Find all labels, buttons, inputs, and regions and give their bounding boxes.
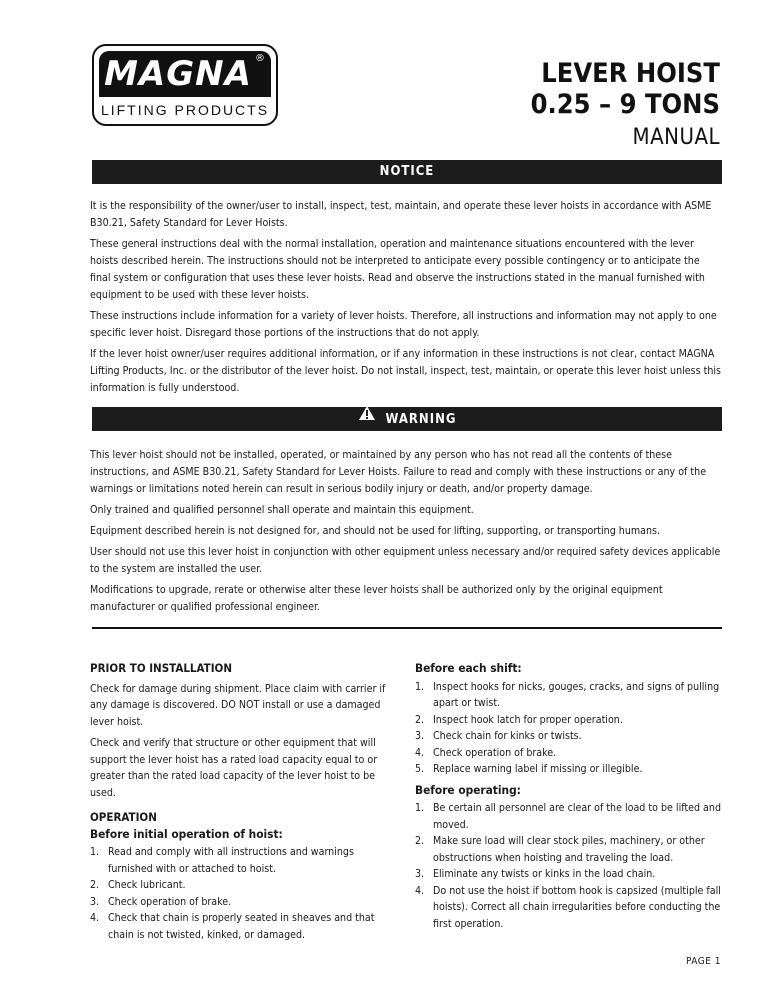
- warning-paragraph: Modifications to upgrade, rerate or otherwise alter these lever hoists shall be authorized only by the original equipment manufacturer or qualified professional engineer.: [90, 584, 663, 613]
- logo-wordmark: MAGNA: [104, 54, 252, 94]
- left-column: [90, 660, 390, 947]
- warning-paragraph: User should not use this lever hoist in conjunction with other equipment unless necessary and/or required safety devices applicable to the system are installed the user.: [90, 546, 721, 575]
- right-column: [415, 660, 725, 936]
- initial-operation-list: [90, 844, 390, 943]
- warning-paragraph: Equipment described herein is not designed for, and should not be used for lifting, supporting, or transporting humans.: [90, 525, 661, 537]
- list-item: 4. Check that chain is properly seated in sheaves and that chain is not twisted, kinked, or damaged.: [90, 912, 375, 941]
- warning-triangle-icon: [358, 405, 376, 430]
- before-shift-heading: Before each shift:: [415, 661, 522, 675]
- before-shift-list: [415, 679, 725, 778]
- registered-mark: ®: [255, 53, 265, 64]
- notice-paragraph: If the lever hoist owner/user requires additional information, or if any information in these instructions is not clear, contact MAGNA Lifting Products, Inc. or the distributor of the lever hoist. Do not install, inspect, test, maintain, or operate this lever hoist unless this information is fully understood.: [90, 348, 722, 394]
- notice-heading: NOTICE: [379, 164, 435, 179]
- list-item: 4. Check operation of brake.: [415, 746, 557, 759]
- doc-title-line2: 0.25 – 9 TONS: [530, 89, 720, 120]
- list-item: 2. Inspect hook latch for proper operation.: [415, 713, 623, 726]
- notice-paragraph: It is the responsibility of the owner/user to install, inspect, test, maintain, and operate these lever hoists in accordance with ASME B30.21, Safety Standard for Lever Hoists.: [90, 200, 712, 229]
- warning-body: [90, 447, 722, 620]
- doc-title-line1: LEVER HOIST: [541, 58, 720, 89]
- list-item: 3. Check operation of brake.: [90, 895, 232, 908]
- warning-paragraph: Only trained and qualified personnel shall operate and maintain this equipment.: [90, 504, 474, 516]
- before-operating-list: [415, 800, 725, 932]
- prior-paragraph: Check and verify that structure or other equipment that will support the lever hoist has a rated load capacity equal to or greater than the rated load capacity of the lever hoist to be used.: [90, 737, 378, 799]
- list-item: 1. Be certain all personnel are clear of the load to be lifted and moved.: [415, 802, 721, 831]
- before-operating-heading: Before operating:: [415, 782, 521, 797]
- list-item: 4. Do not use the hoist if bottom hook is capsized (multiple fall hoists). Correct all chain irregularities before conducting the first operation.: [415, 884, 721, 930]
- notice-body: [90, 198, 722, 401]
- prior-installation-heading: PRIOR TO INSTALLATION: [90, 661, 232, 675]
- brand-logo: [92, 44, 278, 126]
- logo-wordmark-band: [99, 51, 271, 97]
- list-item: 1. Inspect hooks for nicks, gouges, cracks, and signs of pulling apart or twist.: [415, 680, 720, 709]
- notice-banner: [92, 160, 722, 184]
- initial-operation-heading: Before initial operation of hoist:: [90, 826, 283, 841]
- warning-banner: [92, 407, 722, 431]
- logo-subtitle: LIFTING PRODUCTS: [100, 102, 270, 118]
- prior-paragraph: Check for damage during shipment. Place claim with carrier if any damage is discovered. DO NOT install or use a damaged lever hoist.: [90, 682, 386, 728]
- list-item: 3. Check chain for kinks or twists.: [415, 730, 582, 742]
- warning-heading: WARNING: [385, 412, 457, 427]
- doc-title-line3: MANUAL: [632, 125, 720, 150]
- list-item: 3. Eliminate any twists or kinks in the load chain.: [415, 868, 656, 880]
- list-item: 2. Check lubricant.: [90, 879, 186, 891]
- page-number: PAGE 1: [686, 956, 721, 967]
- list-item: 2. Make sure load will clear stock piles, machinery, or other obstructions when hoisting and traveling the load.: [415, 835, 705, 864]
- operation-heading: OPERATION: [90, 810, 157, 824]
- notice-paragraph: These general instructions deal with the normal installation, operation and maintenance situations encountered with the lever hoists described herein. The instructions should not be interpreted to anticipate every possible contingency or to anticipate the final system or configuration that uses these lever hoists. Read and observe the instructions stated in the manual furnished with equipment to be used with these lever hoists.: [90, 238, 705, 301]
- section-divider: [92, 627, 722, 629]
- list-item: 5. Replace warning label if missing or illegible.: [415, 763, 643, 775]
- warning-paragraph: This lever hoist should not be installed, operated, or maintained by any person who has not read all the contents of these instructions, and ASME B30.21, Safety Standard for Lever Hoists. Failure to read and comply with these instructions or any of the warnings or limitations noted herein can result in serious bodily injury or death, and/or property damage.: [90, 449, 707, 495]
- list-item: 1. Read and comply with all instructions and warnings furnished with or attached to hoist.: [90, 846, 354, 875]
- notice-paragraph: These instructions include information for a variety of lever hoists. Therefore, all instructions and information may not apply to one specific lever hoist. Disregard those portions of the instructions that do not apply.: [90, 310, 717, 339]
